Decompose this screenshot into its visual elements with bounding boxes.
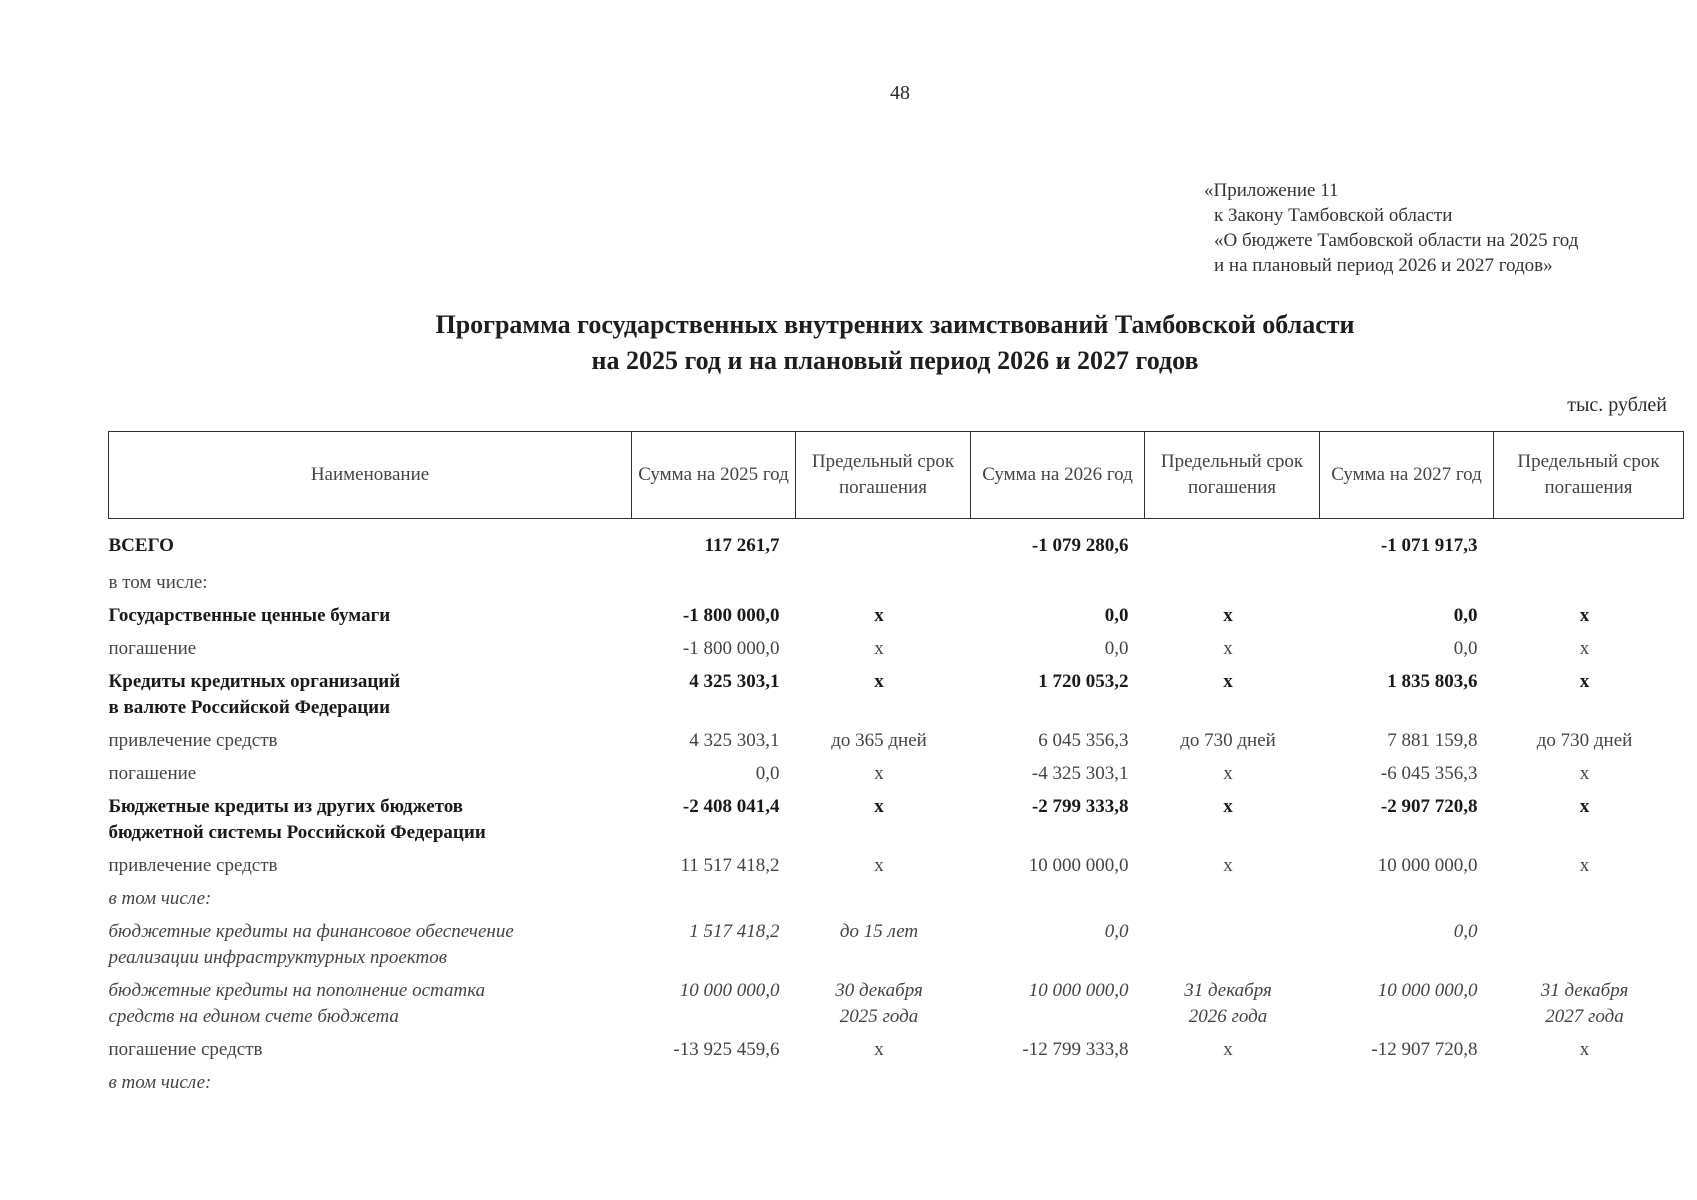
cell-sum-2027: [1320, 1067, 1494, 1100]
table-row: [109, 791, 1684, 850]
cell-term-2027: х: [1579, 638, 1590, 659]
document-title: [380, 307, 1410, 379]
cell-sum-2026: -1 079 280,6: [1031, 535, 1129, 556]
cell-sum-2027: 1 835 803,6: [1387, 671, 1478, 692]
cell-name: в том числе:: [108, 888, 212, 909]
cell-term-2026: [1145, 519, 1320, 568]
cell-sum-2025: -13 925 459,6: [673, 1039, 780, 1060]
cell-sum-2027: 0,0: [1453, 921, 1478, 942]
cell-sum-2026: 10 000 000,0: [1028, 980, 1129, 1001]
table-row: [109, 850, 1684, 883]
cell-term-2025: х: [874, 638, 884, 659]
title-line-2: на 2025 год и на плановый период 2026 и 2027 годов: [591, 346, 1199, 375]
table-row: [109, 758, 1684, 791]
cell-name: в том числе:: [108, 1072, 212, 1093]
cell-term-2025: х: [874, 796, 884, 817]
cell-term-2025: х: [874, 605, 884, 626]
cell-term-2027: х: [1579, 763, 1590, 784]
cell-sum-2026: [971, 1067, 1145, 1100]
header-sum-2027: Сумма на 2027 год: [1320, 432, 1494, 519]
cell-name: погашение средств: [108, 1039, 263, 1060]
cell-term-2026: [1145, 567, 1320, 600]
cell-sum-2027: -6 045 356,3: [1380, 763, 1478, 784]
table-row: [109, 600, 1684, 633]
cell-name: Кредиты кредитных организаций в валюте Российской Федерации: [108, 671, 401, 718]
cell-sum-2025: 4 325 303,1: [689, 730, 780, 751]
table-row: [109, 519, 1684, 568]
cell-sum-2027: [1320, 567, 1494, 600]
cell-term-2025: х: [874, 1039, 884, 1060]
cell-sum-2025: 117 261,7: [704, 535, 780, 556]
cell-term-2027: [1494, 883, 1684, 916]
cell-name: погашение: [108, 763, 197, 784]
cell-term-2026: х: [1223, 671, 1233, 692]
appendix-line-3: «О бюджете Тамбовской области на 2025 год: [1214, 230, 1579, 251]
table-row: [109, 567, 1684, 600]
cell-name: привлечение средств: [108, 730, 278, 751]
table-row: [109, 666, 1684, 725]
appendix-line-4: и на плановый период 2026 и 2027 годов»: [1214, 255, 1553, 276]
cell-sum-2025: [632, 567, 796, 600]
table-row: [109, 725, 1684, 758]
cell-term-2026: [1145, 1067, 1320, 1100]
borrowing-program-table: [108, 431, 1684, 1100]
cell-term-2026: х: [1223, 638, 1233, 659]
cell-sum-2027: [1320, 883, 1494, 916]
cell-term-2026: [1145, 883, 1320, 916]
cell-sum-2025: [632, 1067, 796, 1100]
cell-term-2026: х: [1223, 796, 1233, 817]
cell-sum-2026: -2 799 333,8: [1031, 796, 1129, 817]
cell-term-2027: х: [1579, 605, 1590, 626]
cell-sum-2025: -2 408 041,4: [682, 796, 780, 817]
cell-name: привлечение средств: [108, 855, 278, 876]
page-number: 48: [890, 82, 910, 104]
header-name: Наименование: [109, 432, 632, 519]
table-body: [109, 519, 1684, 1101]
cell-sum-2026: -12 799 333,8: [1022, 1039, 1129, 1060]
cell-term-2027: [1494, 916, 1684, 975]
cell-term-2025: [796, 883, 971, 916]
cell-name: бюджетные кредиты на пополнение остатка средств на едином счете бюджета: [108, 980, 486, 1027]
table-row: [109, 633, 1684, 666]
table-row: [109, 1067, 1684, 1100]
cell-sum-2027: 0,0: [1453, 638, 1478, 659]
header-term-2025: Предельный срок погашения: [796, 432, 971, 519]
cell-sum-2026: [971, 883, 1145, 916]
cell-term-2027: [1494, 519, 1684, 568]
cell-term-2025: [796, 519, 971, 568]
cell-sum-2026: 0,0: [1104, 638, 1129, 659]
cell-sum-2027: 10 000 000,0: [1377, 980, 1478, 1001]
cell-term-2027: 31 декабря 2027 года: [1540, 980, 1629, 1027]
table-row: [109, 975, 1684, 1034]
cell-term-2025: х: [874, 671, 884, 692]
cell-term-2025: до 365 дней: [831, 730, 927, 751]
cell-name: Бюджетные кредиты из других бюджетов бюджетной системы Российской Федерации: [108, 796, 486, 843]
cell-sum-2026: [971, 567, 1145, 600]
cell-sum-2027: 0,0: [1453, 605, 1478, 626]
cell-sum-2026: 0,0: [1104, 605, 1129, 626]
cell-term-2026: 31 декабря 2026 года: [1184, 980, 1272, 1027]
cell-term-2026: до 730 дней: [1180, 730, 1276, 751]
cell-sum-2025: 11 517 418,2: [680, 855, 780, 876]
cell-sum-2026: 1 720 053,2: [1038, 671, 1129, 692]
cell-name: ВСЕГО: [108, 535, 174, 556]
cell-sum-2025: 4 325 303,1: [689, 671, 780, 692]
table-header-row: [109, 432, 1684, 519]
cell-name: погашение: [108, 638, 197, 659]
cell-sum-2026: 10 000 000,0: [1028, 855, 1129, 876]
cell-sum-2026: 6 045 356,3: [1038, 730, 1129, 751]
table-row: [109, 916, 1684, 975]
appendix-line-1: «Приложение 11: [1204, 180, 1339, 201]
cell-term-2027: х: [1579, 671, 1590, 692]
cell-term-2025: 30 декабря 2025 года: [835, 980, 923, 1027]
cell-term-2027: х: [1579, 1039, 1590, 1060]
cell-sum-2027: 10 000 000,0: [1377, 855, 1478, 876]
cell-sum-2025: -1 800 000,0: [682, 638, 780, 659]
cell-sum-2025: 0,0: [755, 763, 780, 784]
header-sum-2025: Сумма на 2025 год: [632, 432, 796, 519]
cell-term-2027: [1494, 567, 1684, 600]
cell-name: в том числе:: [108, 572, 208, 593]
cell-term-2026: [1145, 916, 1320, 975]
header-sum-2026: Сумма на 2026 год: [971, 432, 1145, 519]
cell-term-2025: [796, 567, 971, 600]
title-line-1: Программа государственных внутренних заимствований Тамбовской области: [435, 310, 1355, 339]
cell-sum-2027: 7 881 159,8: [1387, 730, 1478, 751]
cell-sum-2026: 0,0: [1104, 921, 1129, 942]
cell-name: Государственные ценные бумаги: [108, 605, 391, 626]
appendix-note: [1204, 178, 1578, 278]
cell-term-2026: х: [1223, 763, 1233, 784]
cell-name: бюджетные кредиты на финансовое обеспечение реализации инфраструктурных проектов: [108, 921, 514, 968]
header-term-2026: Предельный срок погашения: [1145, 432, 1320, 519]
cell-term-2027: до 730 дней: [1536, 730, 1633, 751]
table-row: [109, 883, 1684, 916]
units-label: тыс. рублей: [1567, 394, 1667, 416]
cell-term-2025: до 15 лет: [839, 921, 919, 942]
cell-term-2026: х: [1223, 1039, 1233, 1060]
cell-term-2026: х: [1223, 605, 1233, 626]
cell-sum-2025: [632, 883, 796, 916]
cell-sum-2027: -1 071 917,3: [1380, 535, 1478, 556]
cell-sum-2025: 1 517 418,2: [689, 921, 780, 942]
cell-sum-2027: -12 907 720,8: [1371, 1039, 1478, 1060]
table-row: [109, 1034, 1684, 1067]
cell-term-2027: х: [1579, 855, 1590, 876]
cell-term-2025: х: [874, 763, 884, 784]
cell-term-2027: х: [1579, 796, 1590, 817]
header-term-2027: Предельный срок погашения: [1494, 432, 1684, 519]
cell-term-2025: х: [874, 855, 884, 876]
cell-sum-2026: -4 325 303,1: [1031, 763, 1129, 784]
cell-sum-2027: -2 907 720,8: [1380, 796, 1478, 817]
cell-sum-2025: -1 800 000,0: [682, 605, 780, 626]
cell-sum-2025: 10 000 000,0: [679, 980, 780, 1001]
appendix-line-2: к Закону Тамбовской области: [1214, 205, 1453, 226]
cell-term-2025: [796, 1067, 971, 1100]
cell-term-2027: [1494, 1067, 1684, 1100]
cell-term-2026: х: [1223, 855, 1233, 876]
